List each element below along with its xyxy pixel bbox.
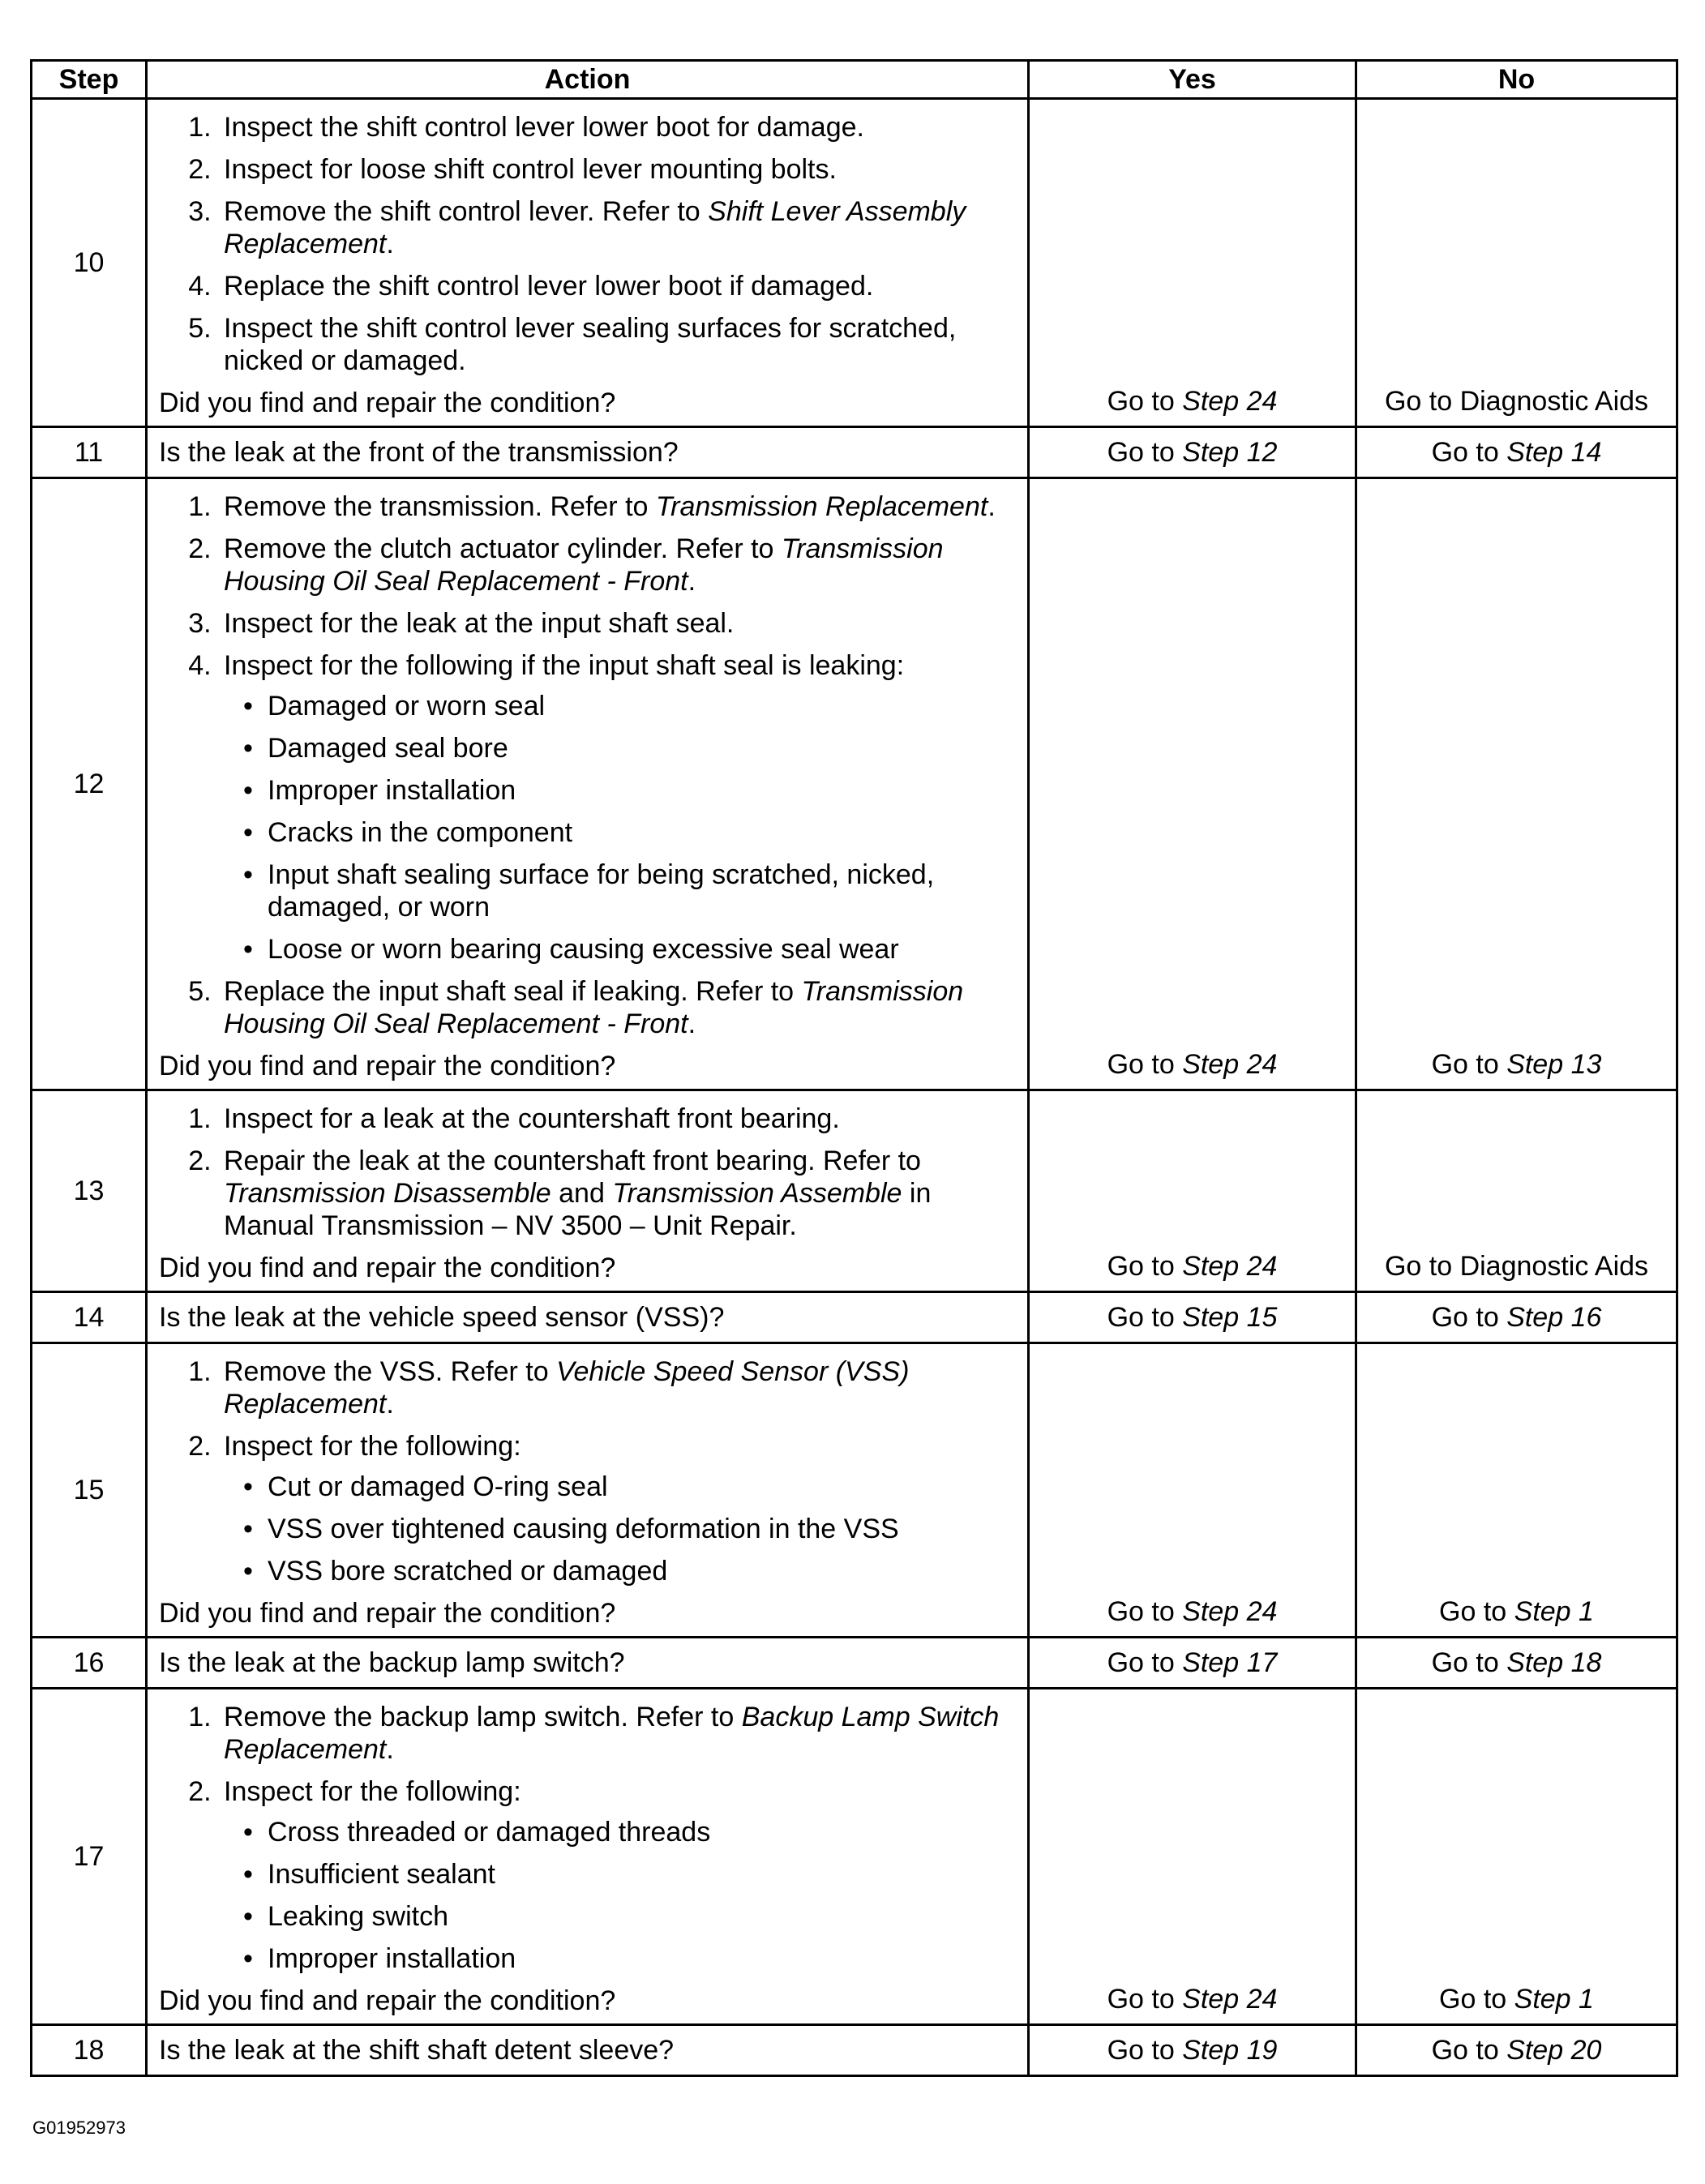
no-result: Go to Step 13: [1356, 478, 1677, 1090]
bullet-item: • Improper installation: [268, 774, 1016, 807]
step-row-17: [32, 1689, 1677, 2025]
header-row: [32, 61, 1677, 99]
diagnostic-steps-table: [30, 59, 1678, 2077]
no-result: Go to Diagnostic Aids: [1356, 1090, 1677, 1292]
step-row-11: [32, 427, 1677, 478]
step-row-15: [32, 1343, 1677, 1638]
reference-link-text: Shift Lever Assembly Replacement: [224, 196, 966, 259]
list-item: 4. Inspect for the following if the input shaft seal is leaking: • Damaged or worn seal • Damaged seal bore • Improper installation • Cracks in the component • Input shaft sealing surface for being scratched, nicked, damaged, or worn • Loose or worn bearing causing excessive seal wear: [219, 649, 1016, 966]
list-item: 4. Replace the shift control lever lower boot if damaged.: [219, 270, 1016, 302]
no-result: Go to Diagnostic Aids: [1356, 99, 1677, 427]
action-cell: [147, 1090, 1029, 1292]
list-item: 1. Inspect for a leak at the countershaft front bearing.: [219, 1103, 1016, 1135]
action-cell: Is the leak at the vehicle speed sensor (VSS)?: [147, 1292, 1029, 1343]
figure-id: G01952973: [32, 2118, 126, 2138]
step-number: 14: [32, 1292, 147, 1343]
list-item: 2. Remove the clutch actuator cylinder. Refer to Transmission Housing Oil Seal Replacement - Front.: [219, 533, 1016, 597]
question-text: Did you find and repair the condition?: [159, 1598, 616, 1629]
bullet-item: • VSS bore scratched or damaged: [268, 1555, 1016, 1587]
action-cell: [147, 99, 1029, 427]
action-cell: [147, 478, 1029, 1090]
numbered-list: [159, 490, 1016, 1040]
step-number: 13: [32, 1090, 147, 1292]
question-text: Did you find and repair the condition?: [159, 1051, 616, 1081]
question-text: Did you find and repair the condition?: [159, 1985, 616, 2016]
numbered-list: [159, 1103, 1016, 1242]
header-no: No: [1356, 61, 1677, 99]
numbered-list: [159, 1355, 1016, 1587]
step-row-13: [32, 1090, 1677, 1292]
step-number: 16: [32, 1638, 147, 1689]
list-item: 2. Inspect for loose shift control lever mounting bolts.: [219, 153, 1016, 186]
header-action: Action: [147, 61, 1029, 99]
yes-result: Go to Step 12: [1029, 427, 1356, 478]
header-step: Step: [32, 61, 147, 99]
action-cell: [147, 1689, 1029, 2025]
list-item: 1. Remove the VSS. Refer to Vehicle Speed Sensor (VSS) Replacement.: [219, 1355, 1016, 1420]
list-item: 2. Inspect for the following: • Cross threaded or damaged threads • Insufficient sealant • Leaking switch • Improper installation: [219, 1775, 1016, 1975]
bullet-list: [224, 690, 1016, 966]
step-number: 10: [32, 99, 147, 427]
step-number: 11: [32, 427, 147, 478]
yes-result: Go to Step 24: [1029, 1343, 1356, 1638]
action-cell: [147, 1343, 1029, 1638]
numbered-list: [159, 1701, 1016, 1975]
step-row-12: [32, 478, 1677, 1090]
step-row-16: [32, 1638, 1677, 1689]
yes-result: Go to Step 24: [1029, 478, 1356, 1090]
list-item: 5. Inspect the shift control lever sealing surfaces for scratched, nicked or damaged.: [219, 312, 1016, 377]
no-result: Go to Step 20: [1356, 2025, 1677, 2076]
bullet-list: [224, 1816, 1016, 1975]
step-number: 15: [32, 1343, 147, 1638]
list-item: 1. Remove the transmission. Refer to Transmission Replacement.: [219, 490, 1016, 523]
bullet-item: • Insufficient sealant: [268, 1858, 1016, 1891]
list-item: 5. Replace the input shaft seal if leaking. Refer to Transmission Housing Oil Seal Replacement - Front.: [219, 975, 1016, 1040]
no-result: Go to Step 16: [1356, 1292, 1677, 1343]
list-item: 1. Remove the backup lamp switch. Refer to Backup Lamp Switch Replacement.: [219, 1701, 1016, 1766]
step-number: 17: [32, 1689, 147, 2025]
bullet-item: • Cut or damaged O-ring seal: [268, 1471, 1016, 1503]
no-result: Go to Step 14: [1356, 427, 1677, 478]
no-result: Go to Step 1: [1356, 1689, 1677, 2025]
action-cell: Is the leak at the shift shaft detent sleeve?: [147, 2025, 1029, 2076]
bullet-item: • Cross threaded or damaged threads: [268, 1816, 1016, 1848]
bullet-item: • Loose or worn bearing causing excessive seal wear: [268, 933, 1016, 966]
bullet-item: • Improper installation: [268, 1942, 1016, 1975]
no-result: Go to Step 18: [1356, 1638, 1677, 1689]
step-number: 12: [32, 478, 147, 1090]
header-yes: Yes: [1029, 61, 1356, 99]
action-cell: Is the leak at the front of the transmission?: [147, 427, 1029, 478]
action-cell: Is the leak at the backup lamp switch?: [147, 1638, 1029, 1689]
yes-result: Go to Step 17: [1029, 1638, 1356, 1689]
yes-result: Go to Step 24: [1029, 1090, 1356, 1292]
yes-result: Go to Step 15: [1029, 1292, 1356, 1343]
step-number: 18: [32, 2025, 147, 2076]
diagnostic-table-container: [30, 59, 1676, 2077]
bullet-item: • Cracks in the component: [268, 816, 1016, 849]
step-row-14: [32, 1292, 1677, 1343]
list-item: 3. Remove the shift control lever. Refer to Shift Lever Assembly Replacement.: [219, 195, 1016, 260]
step-row-18: [32, 2025, 1677, 2076]
question-text: Did you find and repair the condition?: [159, 388, 616, 418]
yes-result: Go to Step 24: [1029, 99, 1356, 427]
bullet-list: [224, 1471, 1016, 1587]
list-item: 1. Inspect the shift control lever lower boot for damage.: [219, 111, 1016, 143]
yes-result: Go to Step 19: [1029, 2025, 1356, 2076]
yes-result: Go to Step 24: [1029, 1689, 1356, 2025]
step-row-10: [32, 99, 1677, 427]
numbered-list: [159, 111, 1016, 377]
bullet-item: • VSS over tightened causing deformation in the VSS: [268, 1513, 1016, 1545]
bullet-item: • Damaged or worn seal: [268, 690, 1016, 722]
question-text: Did you find and repair the condition?: [159, 1253, 616, 1283]
no-result: Go to Step 1: [1356, 1343, 1677, 1638]
list-item: 2. Inspect for the following: • Cut or damaged O-ring seal • VSS over tightened causing deformation in the VSS • VSS bore scratched or damaged: [219, 1430, 1016, 1587]
list-item: 2. Repair the leak at the countershaft front bearing. Refer to Transmission Disassemble and Transmission Assemble in Manual Transmission – NV 3500 – Unit Repair.: [219, 1145, 1016, 1242]
list-item: 3. Inspect for the leak at the input shaft seal.: [219, 607, 1016, 640]
bullet-item: • Damaged seal bore: [268, 732, 1016, 764]
bullet-item: • Input shaft sealing surface for being scratched, nicked, damaged, or worn: [268, 859, 1016, 923]
bullet-item: • Leaking switch: [268, 1900, 1016, 1933]
